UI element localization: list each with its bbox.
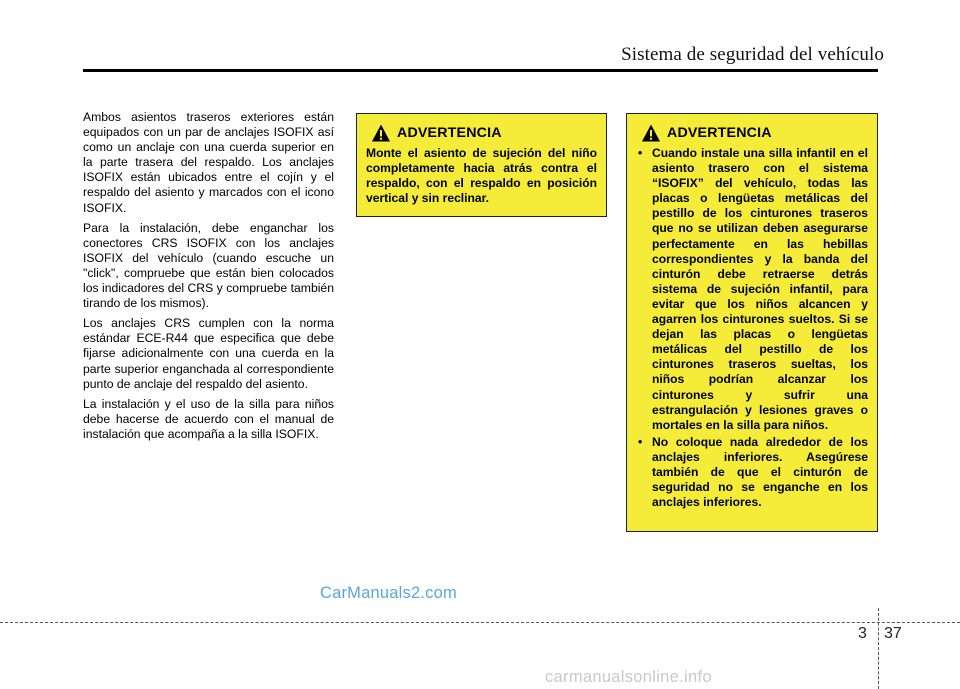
watermark-carmanualsonline: carmanualsonline.info (545, 668, 712, 686)
warning-item-text: Cuando instale una silla infantil en el asiento trasero con el sistema “ISOFIX” del vehículo, todas las placas o lengüetas metálicas del pestillo de los cinturones traseros que no se utilizan deben asegurarse perfectamente en las hebillas correspondientes y la banda del cinturón debe retraerse detrás sistema de sujeción infantil, para evitar que los niños alcancen y agarren los cinturones sueltos. Si se dejan las placas o lengüetas metálicas del pestillo de los cinturones traseros sueltas, los niños podrían alcanzar los cinturones y sufrir una estrangulación y lesiones graves o mortales en la silla para niños. (652, 146, 868, 432)
warning-list-item (636, 146, 868, 433)
footer-dashed-rule (0, 622, 960, 623)
warning-list-item (636, 435, 868, 510)
warning-text: Monte el asiento de sujeción del niño completamente hacia atrás contra el respaldo, con el respaldo en posición vertical y sin reclinar. (366, 146, 597, 206)
warning-header (641, 122, 868, 144)
body-paragraph: Ambos asientos traseros exteriores están equipados con un par de anclajes ISOFIX así como un anclaje con una cuerda superior en la parte trasera del respaldo. Los anclajes ISOFIX están ubicados entre el cojín y el respaldo del asiento y marcados con el icono ISOFIX. (83, 110, 334, 215)
bullet-marker: • (638, 146, 643, 160)
warning-item-text: No coloque nada alrededor de los anclajes inferiores. Asegúrese también de que el cinturón de seguridad no se enganche en los anclajes inferiores. (652, 434, 868, 510)
warning-triangle-icon (641, 123, 661, 143)
page-header-title: Sistema de seguridad del vehículo (621, 44, 884, 65)
header-rule (83, 69, 878, 72)
warning-header (371, 122, 597, 144)
page-number-divider (878, 608, 879, 689)
warning-box-seat-position (356, 113, 607, 217)
chapter-number: 3 (858, 625, 867, 642)
body-text-column (83, 110, 334, 447)
watermark-carmanuals2: CarManuals2.com (320, 584, 457, 602)
warning-title: ADVERTENCIA (397, 125, 502, 141)
body-paragraph: Para la instalación, debe enganchar los conectores CRS ISOFIX con los anclajes ISOFIX del vehículo (cuando escuche un "click", compruebe que están bien colocados los indicadores del CRS y compruebe también tirando de los mismos). (83, 220, 334, 311)
body-paragraph: Los anclajes CRS cumplen con la norma estándar ECE-R44 que especifica que debe fijarse adicionalmente con una cuerda en la parte superior enganchada al correspondiente punto de anclaje del respaldo del asiento. (83, 316, 334, 391)
bullet-marker: • (638, 434, 643, 449)
warning-list (636, 146, 868, 510)
warning-triangle-icon (371, 123, 391, 143)
page-number: 37 (884, 625, 902, 642)
warning-title: ADVERTENCIA (667, 125, 772, 141)
warning-box-isofix (626, 113, 878, 532)
body-paragraph: La instalación y el uso de la silla para niños debe hacerse de acuerdo con el manual de instalación que acompaña a la silla ISOFIX. (83, 396, 334, 441)
